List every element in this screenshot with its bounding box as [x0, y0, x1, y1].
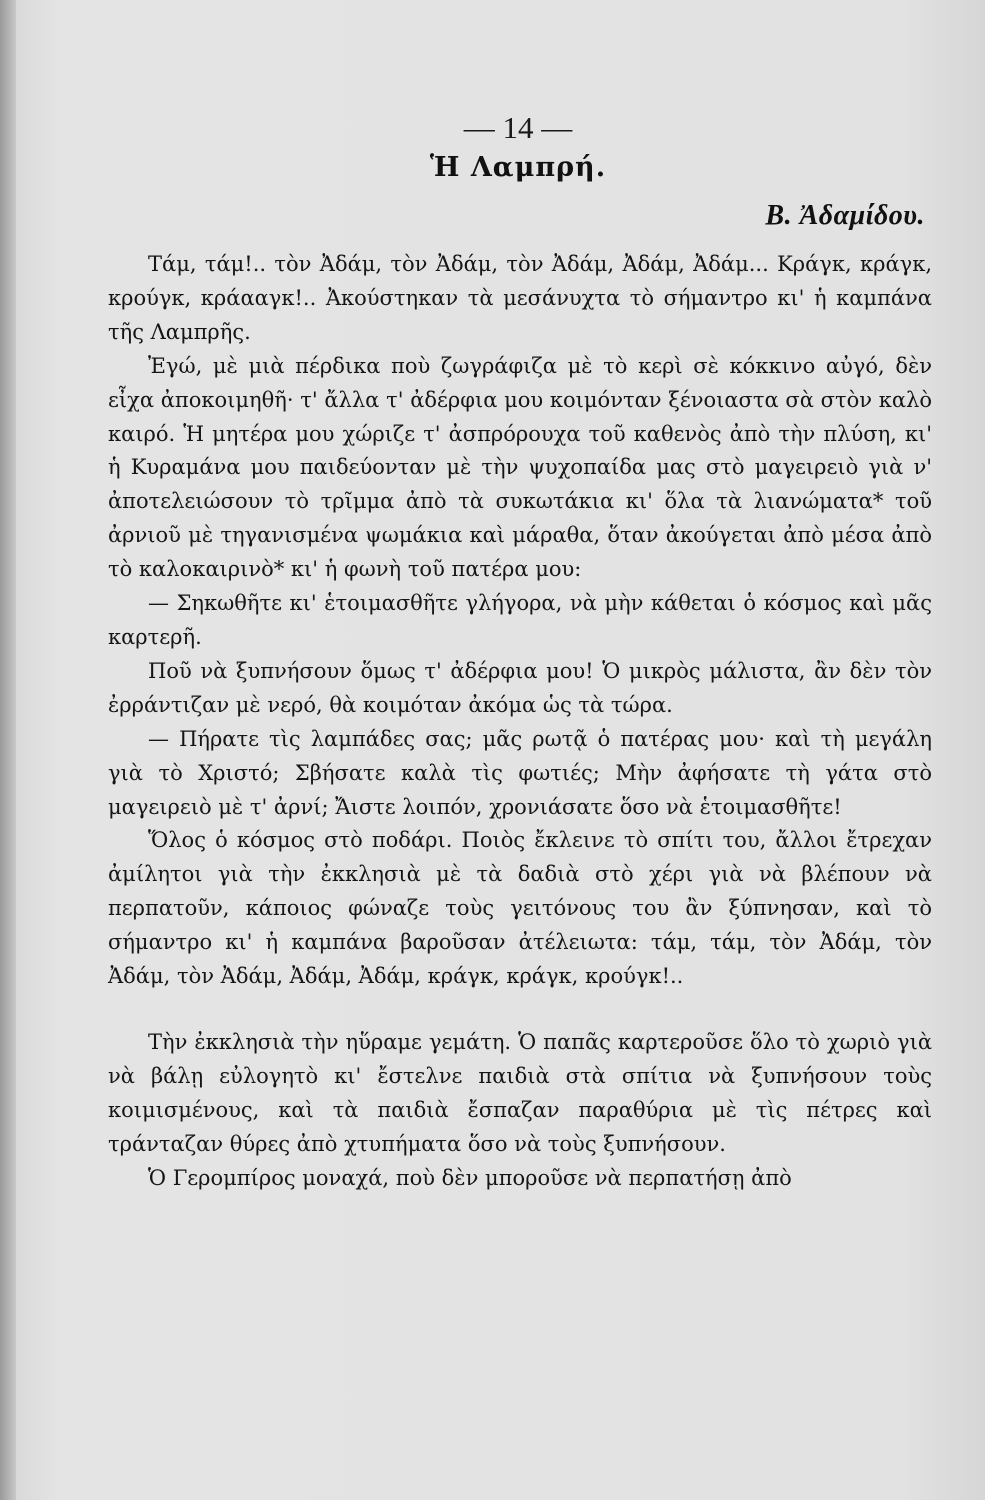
paragraph-6: Ὅλος ὁ κόσμος στὸ ποδάρι. Ποιὸς ἔκλεινε τὸ σπίτι του, ἄλλοι ἔτρεχαν ἀμίλητοι γιὰ τὴν ἐκκλησιὰ μὲ τὰ δαδιὰ στὸ χέρι γιὰ νὰ βλέπουν νὰ περπατοῦν, κάποιος φώναζε τοὺς γειτόνους του ἂν ξύπνησαν, καὶ τὸ σήμαντρο κι' ἡ καμπάνα βαροῦσαν ἀτέλειωτα: τάμ, τάμ, τὸν Ἀδάμ, τὸν Ἀδάμ, τὸν Ἀδάμ, Ἀδάμ, Ἀδάμ, κράγκ, κράγκ, κρούγκ!.. — [108, 828, 932, 989]
paragraph-8: Ὁ Γερομπίρος μοναχά, ποὺ δὲν μποροῦσε νὰ περπατήσῃ ἀπὸ — [148, 1165, 792, 1190]
paragraph-5: — Πήρατε τὶς λαμπάδες σας; μᾶς ρωτᾷ ὁ πατέρας μου· καὶ τὴ μεγάλη γιὰ τὸ Χριστό; Σβήσατε καλὰ τὶς φωτιές; Μὴν ἀφήσατε τὴ γάτα στὸ μαγειρειὸ μὲ τ' ἀρνί; Ἄιστε λοιπόν, χρονιάσατε ὅσο νὰ ἑτοιμασθῆτε! — [108, 726, 932, 819]
page-number: — 14 — — [463, 110, 573, 145]
paragraph-4: Ποῦ νὰ ξυπνήσουν ὅμως τ' ἀδέρφια μου! Ὁ μικρὸς μάλιστα, ἂν δὲν τὸν ἐρράντιζαν μὲ νερό, θὰ κοιμόταν ἀκόμα ὡς τὰ τώρα. — [108, 658, 932, 717]
paragraph-1: Τάμ, τάμ!.. τὸν Ἀδάμ, τὸν Ἀδάμ, τὸν Ἀδάμ, Ἀδάμ, Ἀδάμ... Κράγκ, κράγκ, κρούγκ, κράααγκ!.. Ἀκούστηκαν τὰ μεσάνυχτα τὸ σήμαντρο κι' ἡ καμπάνα τῆς Λαμπρῆς. — [108, 252, 932, 344]
paragraph-7: Τὴν ἐκκλησιὰ τὴν ηὕραμε γεμάτη. Ὁ παπᾶς καρτεροῦσε ὅλο τὸ χωριὸ γιὰ νὰ βάλῃ εὐλογητὸ κι' ἔστελνε παιδιὰ στὰ σπίτια νὰ ξυπνήσουν τοὺς κοιμισμένους, καὶ τὰ παιδιὰ ἔσπαζαν παραθύρια μὲ τὶς πέτρες καὶ τράνταζαν θύρες ἀπὸ χτυπήματα ὅσο νὰ τοὺς ξυπνήσουν. — [108, 1029, 932, 1156]
chapter-title: Ἡ Λαμπρή. — [429, 152, 607, 183]
paragraph-2: Ἐγώ, μὲ μιὰ πέρδικα ποὺ ζωγράφιζα μὲ τὸ κερὶ σὲ κόκκινο αὐγό, δὲν εἶχα ἀποκοιμηθῆ· τ' ἄλλα τ' ἀδέρφια μου κοιμόνταν ξένοιαστα σὰ στὸν καλὸ καιρό. Ἡ μητέρα μου χώριζε τ' ἀσπρόρουχα τοῦ καθενὸς ἀπὸ τὴν πλύση, κι' ἡ Κυραμάνα μου παιδεύονταν μὲ τὴν ψυχοπαίδα μας στὸ μαγειρειὸ γιὰ ν' ἀποτελειώσουν τὸ τρῖμμα ἀπὸ τὰ συκωτάκια κι' ὅλα τὰ λιανώματα* τοῦ ἀρνιοῦ μὲ τηγανισμένα ψωμάκια καὶ μάραθα, ὅταν ἀκούγεται ἀπὸ μέσα ἀπὸ τὸ καλοκαιρινὸ* κι' ἡ φωνὴ τοῦ πατέρα μου: — [108, 353, 932, 582]
paragraph-3: — Σηκωθῆτε κι' ἑτοιμασθῆτε γλήγορα, νὰ μὴν κάθεται ὁ κόσμος καὶ μᾶς καρτερῆ. — [108, 591, 932, 649]
author-name: Β. Ἀδαμίδου. — [765, 200, 925, 231]
page-spine-shadow — [0, 0, 16, 1500]
body-text — [108, 248, 932, 1195]
